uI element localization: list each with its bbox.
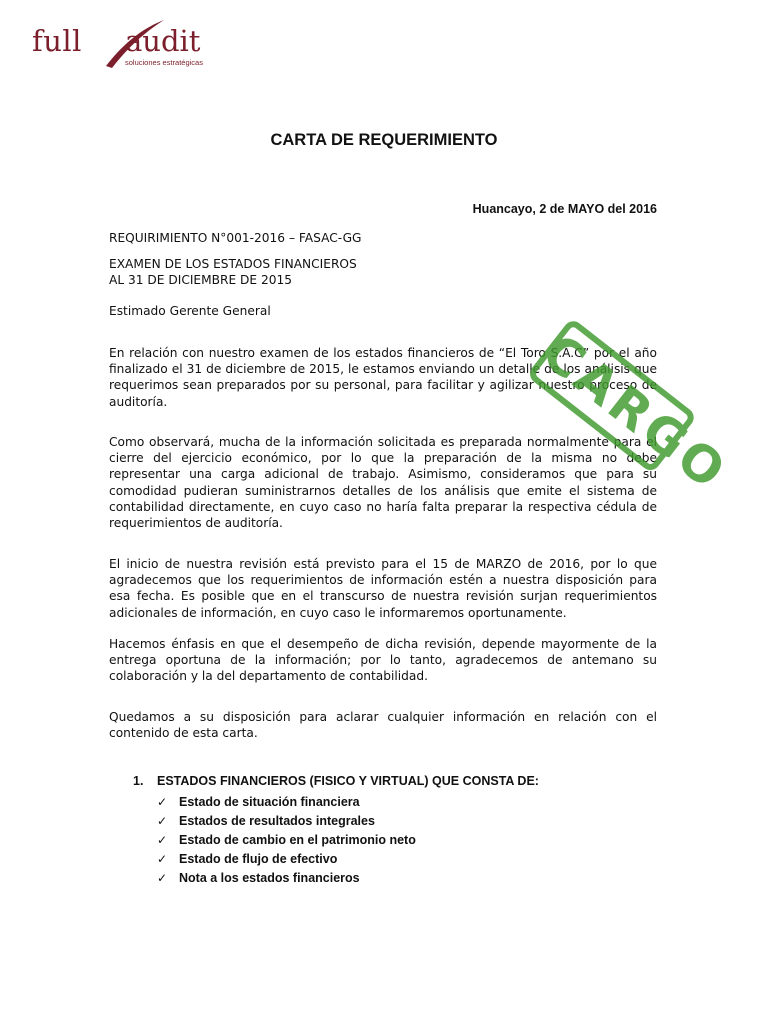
logo-word-full: full [32,24,82,58]
exam-subject [109,256,657,288]
list-item-label: Estados de resultados integrales [179,813,375,828]
requirements-heading-row [133,774,539,788]
paragraph-3: El inicio de nuestra revisión está previsto para el 15 de MARZO de 2016, por lo que agradecemos que los requerimientos de información estén a nuestra disposición para esa fecha. Es posible que en el transcurso de nuestra revisión surjan requerimientos adicionales de información, en cuyo caso le informaremos oportunamente. [109,557,657,620]
reference-number: REQUIRIMIENTO N°001-2016 – FASAC-GG [109,231,362,245]
check-icon: ✓ [157,813,168,828]
requirements-heading: ESTADOS FINANCIEROS (FISICO Y VIRTUAL) QUE CONSTA DE: [157,774,539,788]
paragraph-5: Quedamos a su disposición para aclarar cualquier información en relación con el contenido de esta carta. [109,710,657,741]
greeting: Estimado Gerente General [109,304,271,318]
list-item-label: Estado de situación financiera [179,794,360,809]
letter-title: CARTA DE REQUERIMIENTO [270,131,498,149]
exam-line-1: EXAMEN DE LOS ESTADOS FINANCIEROS [109,257,357,271]
list-item-label: Estado de flujo de efectivo [179,851,338,866]
paragraph-4: Hacemos énfasis en que el desempeño de dicha revisión, depende mayormente de la entrega oportuna de la información; por lo tanto, agradecemos de antemano su colaboración y la del departamento de contabilidad. [109,637,657,684]
check-icon: ✓ [157,851,168,866]
requirements-number: 1. [133,774,144,788]
check-icon: ✓ [157,832,168,847]
list-item [157,868,539,887]
requirements-items [133,792,539,887]
logo-tagline: soluciones estratégicas [125,58,203,67]
list-item-label: Estado de cambio en el patrimonio neto [179,832,416,847]
list-item [157,830,539,849]
logo-word-audit: audit [125,24,201,58]
exam-line-2: AL 31 DE DICIEMBRE DE 2015 [109,273,293,288]
list-item-label: Nota a los estados financieros [179,870,360,885]
list-item [157,849,539,868]
check-icon: ✓ [157,870,168,885]
requirements-list [133,774,539,887]
list-item [157,811,539,830]
letter-date: Huancayo, 2 de MAYO del 2016 [472,202,657,216]
list-item [157,792,539,811]
check-icon: ✓ [157,794,168,809]
paragraph-1: En relación con nuestro examen de los estados financieros de “El Toro S.A.C” por el año finalizado el 31 de diciembre de 2015, le estamos enviando un detalle de los análisis que requerimos sean preparados por su personal, para facilitar y agilizar nuestro proceso de auditoría. [109,346,657,409]
stamp-text: CARGO [531,322,739,503]
company-logo [32,18,222,70]
paragraph-2: Como observará, mucha de la información solicitada es preparada normalmente para el cierre del ejercicio económico, por lo que la preparación de la misma no debe representar una carga adicional de trabajo. Asimismo, consideramos que para su comodidad pudieran suministrarnos detalles de los análisis que emite el sistema de contabilidad directamente, en cuyo caso no haría falta preparar la respectiva cédula de requerimientos de auditoría. [109,435,657,531]
